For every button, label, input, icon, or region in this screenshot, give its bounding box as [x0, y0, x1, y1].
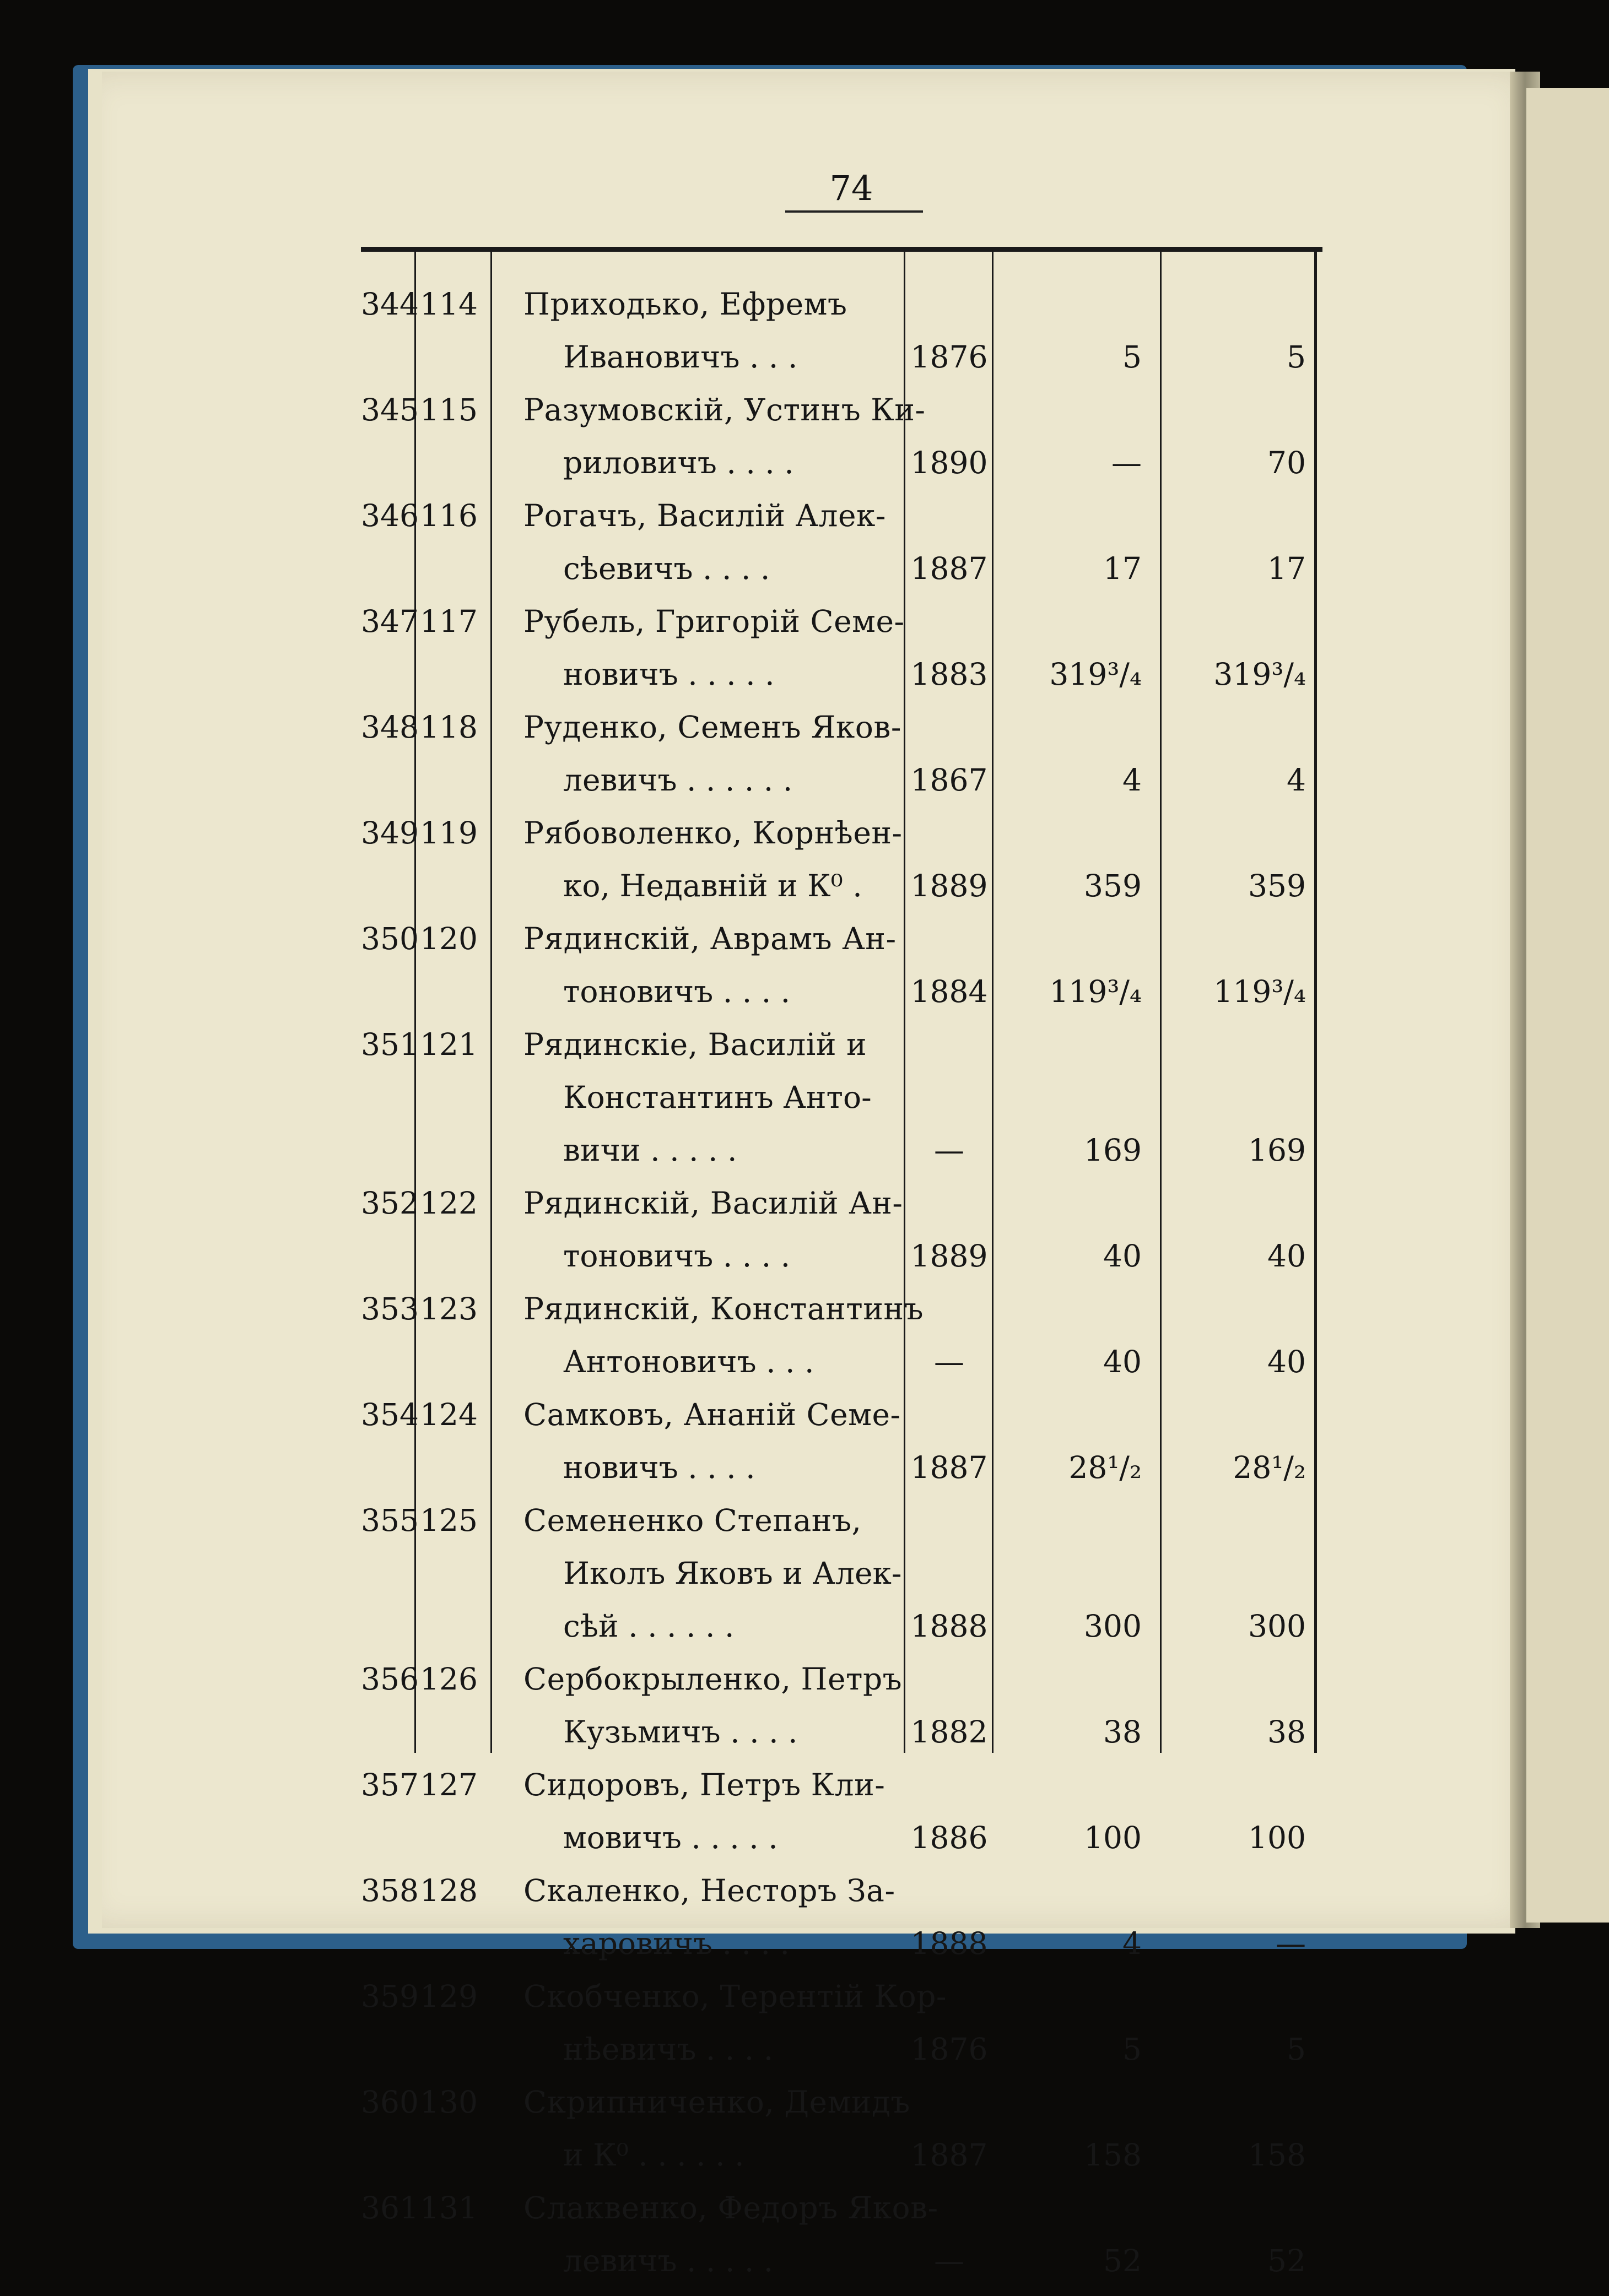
- row-subnumber: 122: [420, 1185, 478, 1221]
- year-cell: 1889: [910, 868, 988, 903]
- row-subnumber: 129: [420, 1979, 478, 2014]
- row-number: 353: [361, 1291, 419, 1326]
- name-line: Константинъ Анто-: [563, 1080, 872, 1115]
- row-number: 347: [361, 604, 419, 639]
- row-number: 351: [361, 1027, 419, 1062]
- name-line: сѣевичъ . . . .: [563, 551, 770, 586]
- row-number: 352: [361, 1185, 419, 1221]
- year-cell: —: [934, 1133, 964, 1168]
- year-cell: 1867: [910, 762, 988, 798]
- table-row: [0, 286, 1609, 392]
- name-line: тоновичъ . . . .: [563, 974, 791, 1009]
- year-cell: 1887: [910, 551, 988, 586]
- year-cell: 1884: [910, 974, 988, 1009]
- value-cell-1: 169: [1084, 1133, 1142, 1168]
- row-number: 355: [361, 1503, 419, 1538]
- year-cell: 1887: [910, 1450, 988, 1485]
- name-line: Рубель, Григорій Семе-: [523, 604, 905, 639]
- value-cell-2: 38: [1267, 1714, 1306, 1750]
- name-line: Рябоволенко, Корнѣен-: [523, 815, 903, 851]
- value-cell-1: 300: [1084, 1609, 1142, 1644]
- row-subnumber: 127: [420, 1767, 478, 1802]
- value-cell-2: 169: [1248, 1133, 1306, 1168]
- table-row: [0, 392, 1609, 498]
- name-line: харовичъ . . . .: [563, 1926, 790, 1961]
- value-cell-2: 359: [1248, 868, 1306, 903]
- row-subnumber: 115: [420, 392, 478, 427]
- value-cell-2: 40: [1267, 1344, 1306, 1379]
- year-cell: 1876: [910, 339, 988, 375]
- name-line: Слаквенко, Федоръ Яков-: [523, 2190, 938, 2225]
- row-subnumber: 123: [420, 1291, 478, 1326]
- name-line: Скрипниченко, Демидъ: [523, 2084, 910, 2120]
- value-cell-2: 4: [1287, 762, 1306, 798]
- name-line: левичъ . . . . . .: [563, 762, 793, 798]
- page-number-rule: [785, 210, 923, 213]
- name-line: Сидоровъ, Петръ Кли-: [523, 1767, 886, 1802]
- table-top-rule: [361, 247, 1322, 252]
- year-cell: 1889: [910, 1238, 988, 1274]
- name-line: Приходько, Ефремъ: [523, 286, 847, 322]
- name-line: Разумовскій, Устинъ Ки-: [523, 392, 926, 427]
- value-cell-1: 359: [1084, 868, 1142, 903]
- name-line: Рядинскій, Аврамъ Ан-: [523, 921, 897, 956]
- value-cell-1: 158: [1084, 2137, 1142, 2173]
- name-line: Ивановичъ . . .: [563, 339, 798, 375]
- name-line: и К⁰ . . . . . .: [563, 2137, 744, 2173]
- year-cell: 1887: [910, 2137, 988, 2173]
- value-cell-2: 17: [1267, 551, 1306, 586]
- value-cell-1: 5: [1122, 339, 1142, 375]
- table-row: [0, 1185, 1609, 1291]
- row-subnumber: 125: [420, 1503, 478, 1538]
- table-row: [0, 1397, 1609, 1503]
- year-cell: 1882: [910, 1714, 988, 1750]
- row-number: 348: [361, 710, 419, 745]
- value-cell-1: 38: [1103, 1714, 1142, 1750]
- value-cell-2: 40: [1267, 1238, 1306, 1274]
- table-row: [0, 815, 1609, 921]
- page-number: 74: [829, 168, 873, 208]
- value-cell-1: 5: [1122, 2032, 1142, 2067]
- value-cell-1: 40: [1103, 1344, 1142, 1379]
- value-cell-1: 4: [1122, 762, 1142, 798]
- name-line: мовичъ . . . . .: [563, 1820, 778, 1855]
- row-number: 359: [361, 1979, 419, 2014]
- table-row: [0, 2084, 1609, 2190]
- name-line: Рядинскіе, Василій и: [523, 1027, 867, 1062]
- table-row: [0, 2190, 1609, 2296]
- row-number: 349: [361, 815, 419, 851]
- value-cell-1: 52: [1103, 2243, 1142, 2278]
- row-number: 350: [361, 921, 419, 956]
- name-line: Скобченко, Терентій Кор-: [523, 1979, 947, 2014]
- value-cell-1: 100: [1084, 1820, 1142, 1855]
- table-row: [0, 921, 1609, 1027]
- table-row: [0, 1873, 1609, 1979]
- table-row: [0, 1503, 1609, 1661]
- name-line: сѣй . . . . . .: [563, 1609, 735, 1644]
- value-cell-1: 319³/₄: [1049, 657, 1142, 692]
- name-line: Антоновичъ . . .: [563, 1344, 814, 1379]
- value-cell-2: 5: [1287, 2032, 1306, 2067]
- year-cell: 1886: [910, 1820, 988, 1855]
- name-line: Рядинскій, Константинъ: [523, 1291, 924, 1326]
- row-number: 358: [361, 1873, 419, 1908]
- name-line: вичи . . . . .: [563, 1133, 737, 1168]
- row-subnumber: 126: [420, 1661, 478, 1697]
- row-number: 357: [361, 1767, 419, 1802]
- year-cell: 1876: [910, 2032, 988, 2067]
- value-cell-2: 319³/₄: [1213, 657, 1306, 692]
- row-subnumber: 118: [420, 710, 478, 745]
- value-cell-2: 158: [1248, 2137, 1306, 2173]
- value-cell-1: —: [1111, 445, 1142, 480]
- name-line: Семененко Степанъ,: [523, 1503, 862, 1538]
- table-row: [0, 1027, 1609, 1185]
- table-row: [0, 1767, 1609, 1873]
- row-number: 354: [361, 1397, 419, 1432]
- value-cell-1: 4: [1122, 1926, 1142, 1961]
- name-line: Иколъ Яковъ и Алек-: [563, 1556, 902, 1591]
- name-line: Самковъ, Ананій Семе-: [523, 1397, 901, 1432]
- row-subnumber: 124: [420, 1397, 478, 1432]
- table-row: [0, 1291, 1609, 1397]
- name-line: Рогачъ, Василій Алек-: [523, 498, 886, 533]
- value-cell-2: 28¹/₂: [1233, 1450, 1306, 1485]
- value-cell-1: 17: [1103, 551, 1142, 586]
- row-number: 346: [361, 498, 419, 533]
- row-number: 361: [361, 2190, 419, 2225]
- value-cell-1: 40: [1103, 1238, 1142, 1274]
- name-line: Кузьмичъ . . . .: [563, 1714, 798, 1750]
- name-line: новичъ . . . . .: [563, 657, 775, 692]
- name-line: Рядинскій, Василій Ан-: [523, 1185, 903, 1221]
- value-cell-2: 5: [1287, 339, 1306, 375]
- name-line: новичъ . . . .: [563, 1450, 755, 1485]
- row-subnumber: 121: [420, 1027, 478, 1062]
- year-cell: 1888: [910, 1926, 988, 1961]
- table-row: [0, 604, 1609, 710]
- name-line: левичъ . . . . .: [563, 2243, 774, 2278]
- table-row: [0, 710, 1609, 815]
- row-number: 360: [361, 2084, 419, 2120]
- row-number: 356: [361, 1661, 419, 1697]
- value-cell-2: 119³/₄: [1213, 974, 1306, 1009]
- row-subnumber: 117: [420, 604, 478, 639]
- table-row: [0, 1661, 1609, 1767]
- value-cell-1: 28¹/₂: [1068, 1450, 1142, 1485]
- year-cell: 1888: [910, 1609, 988, 1644]
- value-cell-1: 119³/₄: [1049, 974, 1142, 1009]
- row-subnumber: 119: [420, 815, 478, 851]
- name-line: тоновичъ . . . .: [563, 1238, 791, 1274]
- row-subnumber: 131: [420, 2190, 478, 2225]
- value-cell-2: 300: [1248, 1609, 1306, 1644]
- name-line: риловичъ . . . .: [563, 445, 794, 480]
- row-subnumber: 120: [420, 921, 478, 956]
- value-cell-2: 52: [1267, 2243, 1306, 2278]
- table-row: [0, 1979, 1609, 2084]
- row-subnumber: 130: [420, 2084, 478, 2120]
- row-subnumber: 116: [420, 498, 478, 533]
- row-number: 344: [361, 286, 419, 322]
- name-line: Скаленко, Несторъ За-: [523, 1873, 895, 1908]
- row-subnumber: 114: [420, 286, 478, 322]
- year-cell: —: [934, 2243, 964, 2278]
- year-cell: 1890: [910, 445, 988, 480]
- row-number: 345: [361, 392, 419, 427]
- value-cell-2: 70: [1267, 445, 1306, 480]
- value-cell-2: —: [1276, 1926, 1306, 1961]
- row-subnumber: 128: [420, 1873, 478, 1908]
- table-row: [0, 498, 1609, 604]
- year-cell: —: [934, 1344, 964, 1379]
- name-line: Руденко, Семенъ Яков-: [523, 710, 901, 745]
- name-line: Сербокрыленко, Петръ: [523, 1661, 903, 1697]
- year-cell: 1883: [910, 657, 988, 692]
- value-cell-2: 100: [1248, 1820, 1306, 1855]
- name-line: ко, Недавній и К⁰ .: [563, 868, 862, 903]
- name-line: нѣевичъ . . . .: [563, 2032, 774, 2067]
